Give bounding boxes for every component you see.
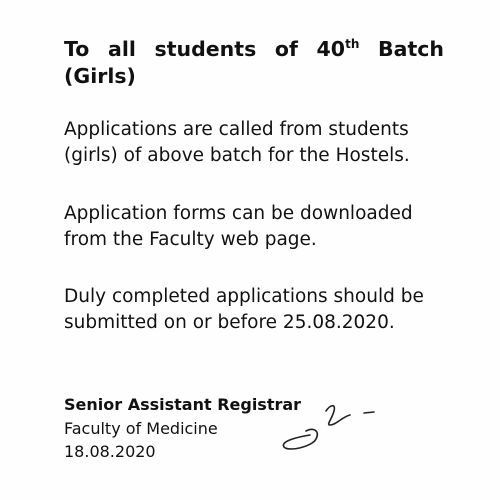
signatory-title: Senior Assistant Registrar: [64, 395, 302, 414]
title-line-1: [64, 36, 444, 63]
paragraph-line: Application forms can be downloaded: [64, 203, 413, 224]
paragraph-line: Duly completed applications should be: [64, 286, 424, 307]
title-batch-number: [317, 36, 360, 63]
title-word: of: [274, 37, 298, 61]
signatory-department: Faculty of Medicine: [64, 419, 218, 438]
paragraph-applications-called: [64, 117, 464, 169]
title-word: To: [64, 37, 90, 61]
signatory-block: [64, 393, 301, 463]
title-word: students: [154, 37, 257, 61]
batch-ordinal-suffix: th: [345, 37, 360, 52]
notice-title: [64, 36, 444, 90]
batch-number: 40: [316, 37, 346, 61]
notice-date: 18.08.2020: [64, 442, 156, 461]
title-line-2: (Girls): [64, 64, 136, 88]
paragraph-line: submitted on or before 25.08.2020.: [64, 312, 395, 333]
paragraph-line: (girls) of above batch for the Hostels.: [64, 145, 410, 166]
title-word: Batch: [377, 37, 444, 61]
paragraph-line: from the Faculty web page.: [64, 229, 317, 250]
paragraph-submission-deadline: [64, 284, 464, 336]
paragraph-forms-download: [64, 201, 464, 253]
handwritten-signature: [270, 395, 390, 455]
title-word: all: [107, 37, 136, 61]
paragraph-line: Applications are called from students: [64, 119, 409, 140]
